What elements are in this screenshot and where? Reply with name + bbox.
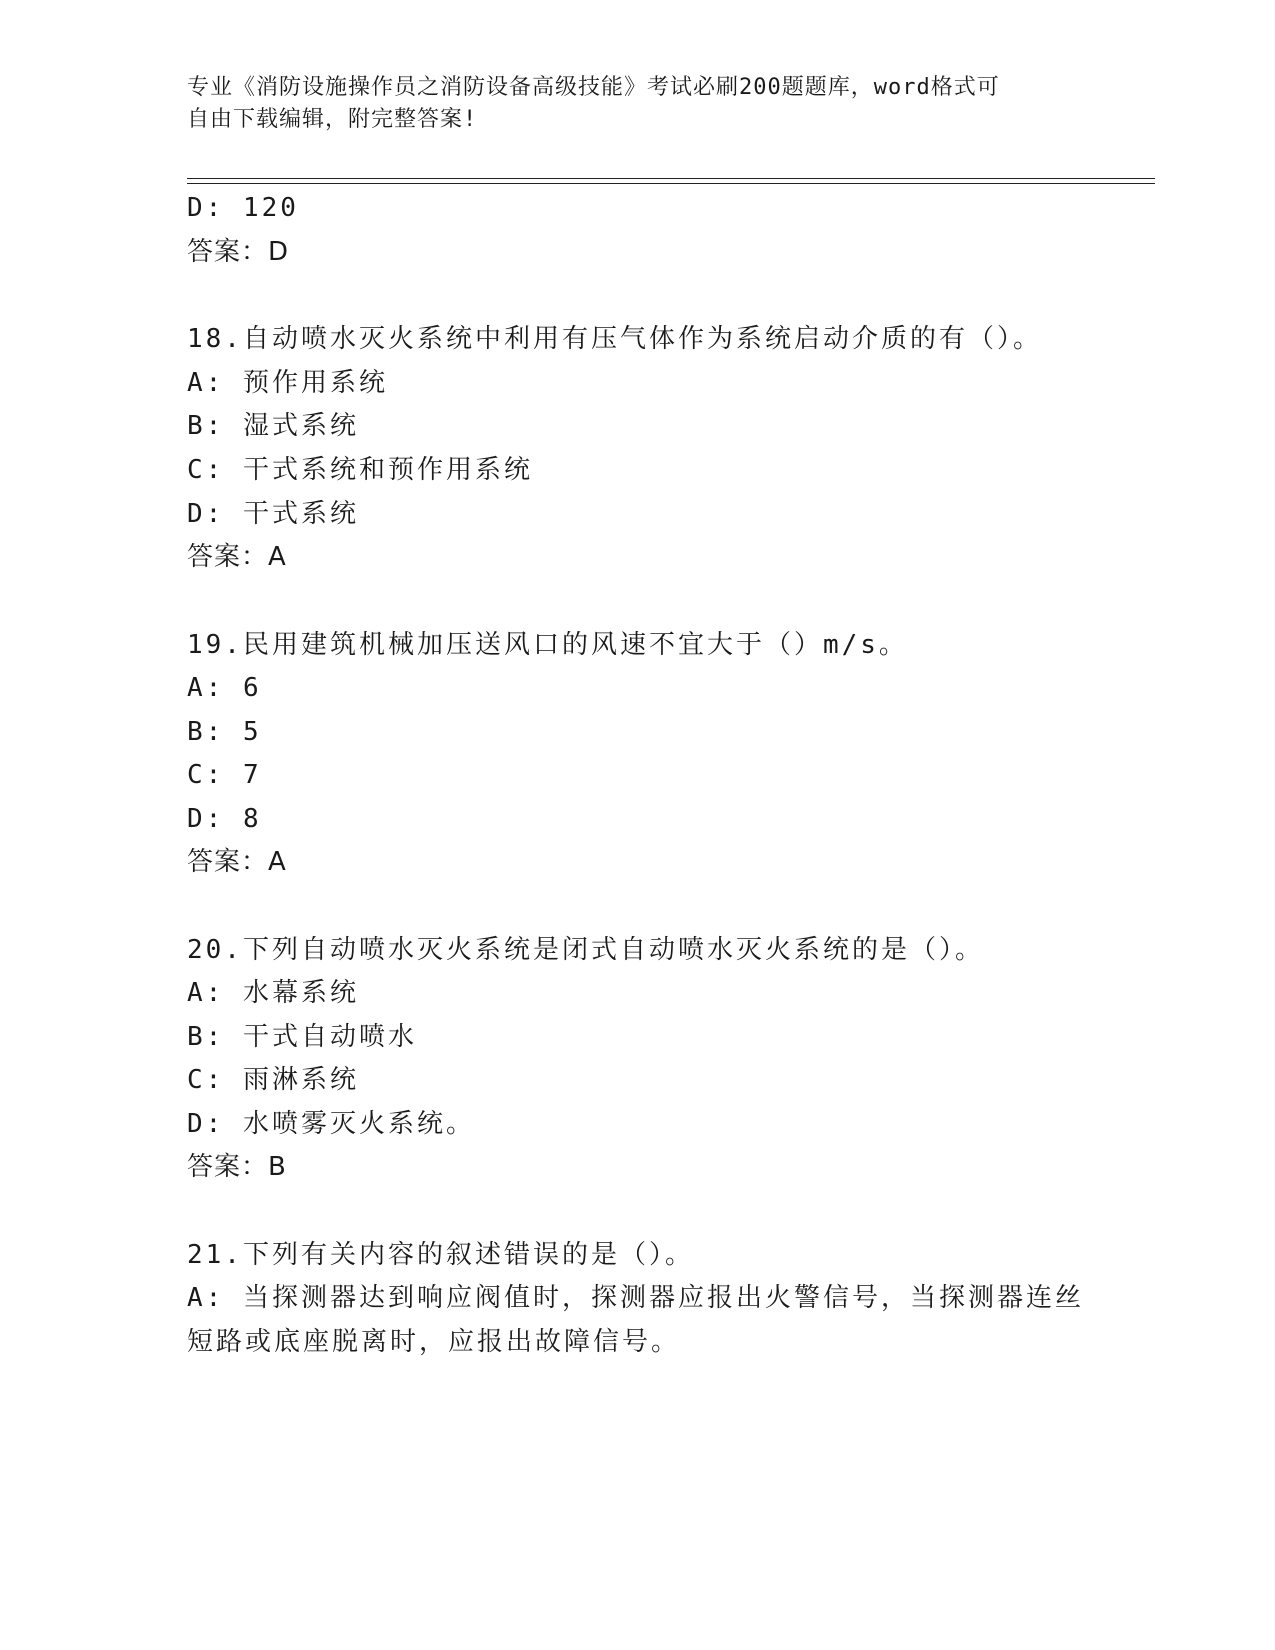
q19-option-c: C: 7 [187, 760, 262, 790]
q19-answer: 答案：A [187, 847, 287, 877]
q21-option-a-line-2: 短路或底座脱离时，应报出故障信号。 [187, 1327, 681, 1357]
q18-stem: 18.自动喷水灭火系统中利用有压气体作为系统启动介质的有（）。 [187, 324, 1042, 354]
q20-answer: 答案：B [187, 1152, 287, 1182]
q20-option-d: D: 水喷雾灭火系统。 [187, 1109, 475, 1139]
q19-option-b: B: 5 [187, 717, 262, 747]
q21-option-a-line-1: A: 当探测器达到响应阀值时，探测器应报出火警信号，当探测器连丝 [187, 1283, 1084, 1313]
q17-answer: 答案：D [187, 237, 290, 267]
q19-option-d: D: 8 [187, 804, 262, 834]
q21-stem: 21.下列有关内容的叙述错误的是（）。 [187, 1240, 694, 1270]
q18-option-d: D: 干式系统 [187, 499, 359, 529]
q19-option-a: A: 6 [187, 673, 262, 703]
q17-option-d: D: 120 [187, 193, 299, 223]
q18-answer: 答案：A [187, 542, 287, 572]
header-line-2: 自由下载编辑，附完整答案! [187, 107, 478, 132]
q18-option-b: B: 湿式系统 [187, 411, 359, 441]
header-divider-top [187, 178, 1155, 179]
q18-option-a: A: 预作用系统 [187, 368, 388, 398]
q18-option-c: C: 干式系统和预作用系统 [187, 455, 533, 485]
q20-option-c: C: 雨淋系统 [187, 1065, 359, 1095]
q20-option-b: B: 干式自动喷水 [187, 1022, 417, 1052]
header-line-1: 专业《消防设施操作员之消防设备高级技能》考试必刷200题题库，word格式可 [187, 75, 1000, 100]
q19-stem: 19.民用建筑机械加压送风口的风速不宜大于（）m/s。 [187, 630, 908, 660]
q20-stem: 20.下列自动喷水灭火系统是闭式自动喷水灭火系统的是（）。 [187, 935, 984, 965]
header-divider-bottom [187, 183, 1155, 184]
q20-option-a: A: 水幕系统 [187, 978, 359, 1008]
document-header [187, 72, 1067, 136]
